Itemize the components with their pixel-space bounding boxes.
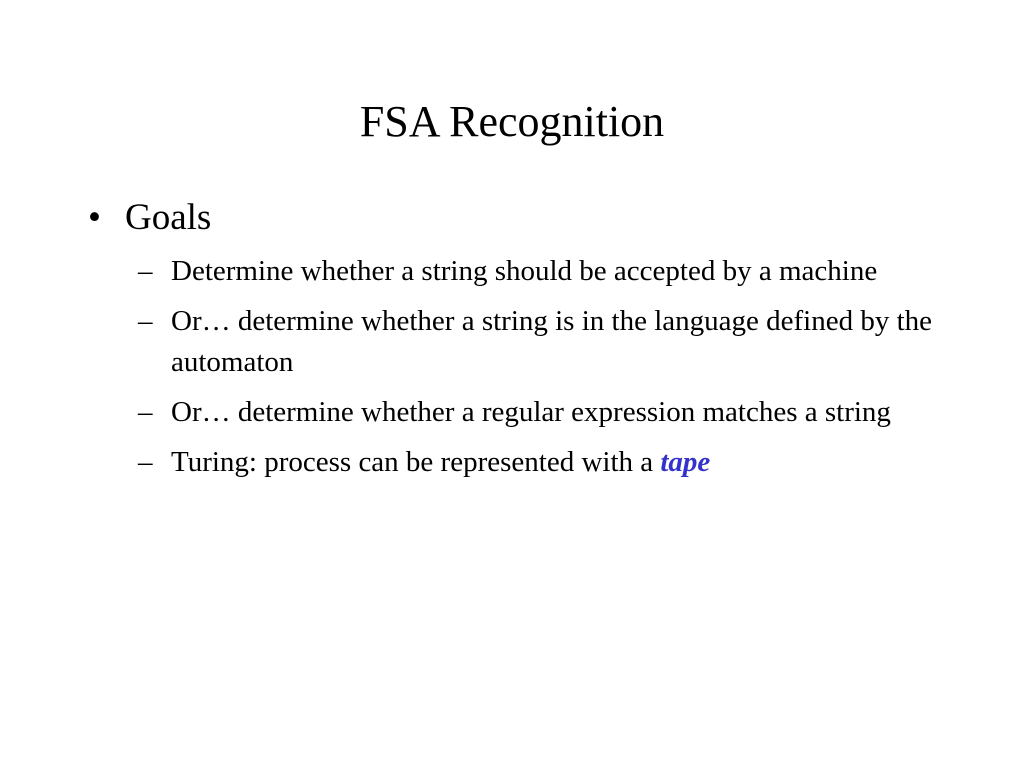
bullet-marker: • [88,197,101,238]
dash-marker: – [138,305,153,337]
sub-bullet-text: Or… determine whether a string is in the language defined by the automaton [171,305,933,378]
sub-bullet-text: Turing: process can be represented with a [171,446,661,478]
dash-marker: – [138,446,153,478]
sub-bullet-item [138,251,958,292]
dash-marker: – [138,255,153,287]
sub-bullet-list [138,251,958,492]
sub-bullet-text: Or… determine whether a regular expression matches a string [171,396,891,428]
sub-bullet-text: Determine whether a string should be accepted by a machine [171,255,878,287]
sub-bullet-item [138,442,958,483]
sub-bullet-item [138,392,958,433]
sub-bullet-item [138,301,958,383]
dash-marker: – [138,396,153,428]
emphasis-word-tape: tape [660,446,711,478]
bullet-text: Goals [125,197,212,238]
slide-title: FSA Recognition [359,97,665,146]
